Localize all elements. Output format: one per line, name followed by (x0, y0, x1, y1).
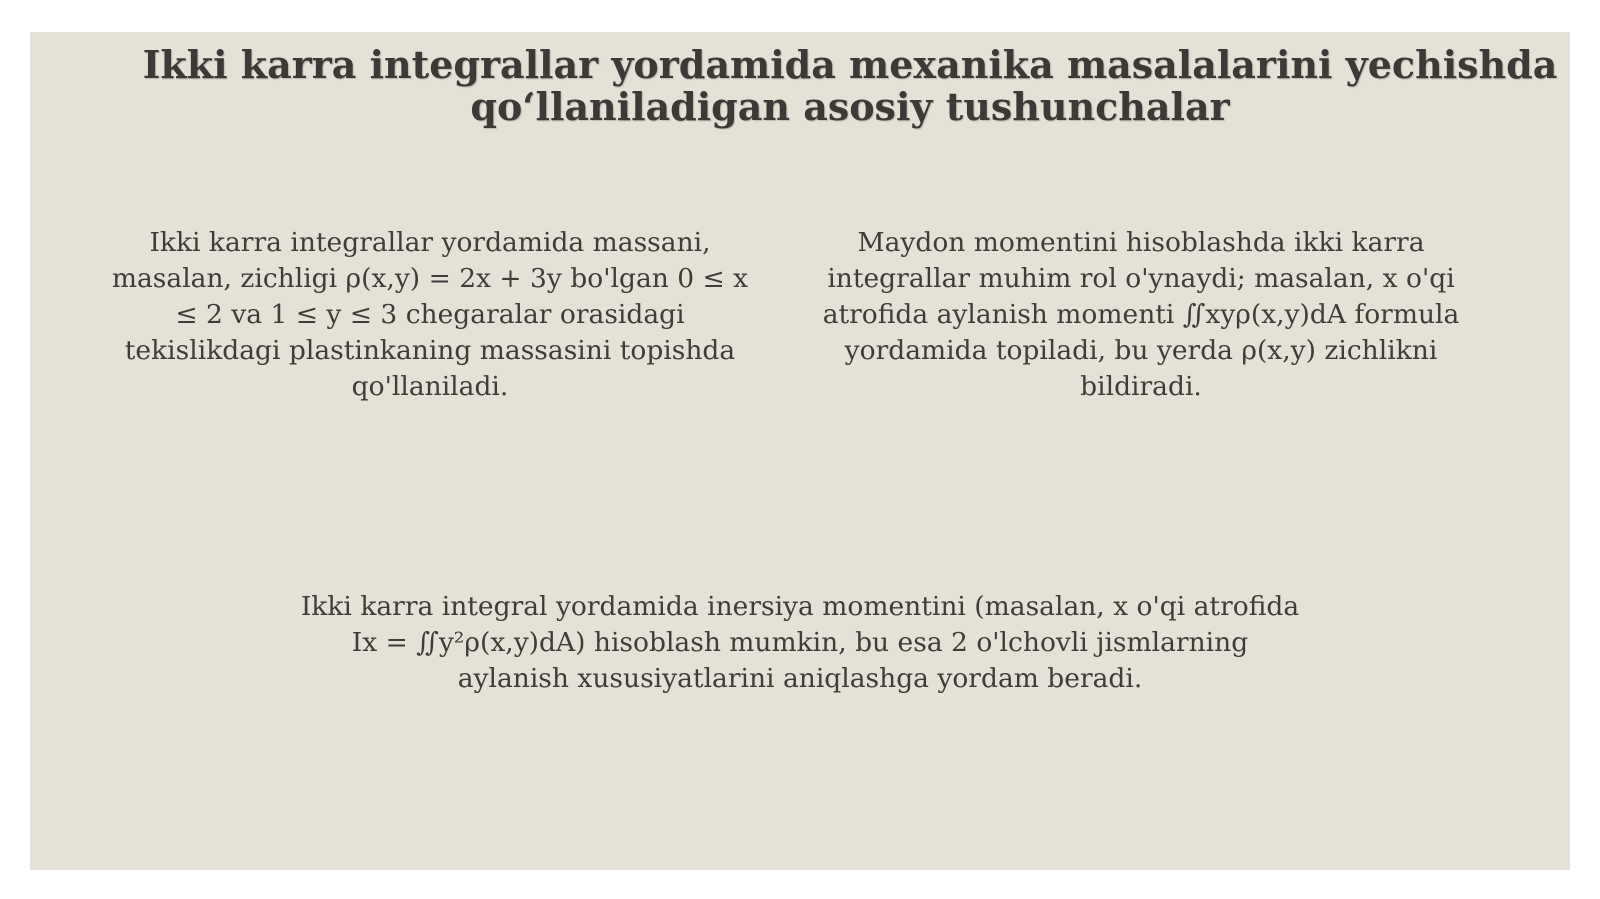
slide (30, 32, 1570, 870)
paragraph-mass: Ikki karra integrallar yordamida massani, masalan, zichligi ρ(x,y) = 2x + 3y bo'lgan 0 ≤ x ≤ 2 va 1 ≤ y ≤ 3 chegaralar orasidagi tekislikdagi plastinkaning massasini topishda qo'llaniladi. (111, 227, 749, 402)
paragraph-area-moment: Maydon momentini hisoblashda ikki karra integrallar muhim rol o'ynaydi; masalan, x o'qi atrofida aylanish momenti ∬xyρ(x,y)dA formula yordamida topiladi, bu yerda ρ(x,y) zichlikni bildiradi. (822, 227, 1460, 402)
slide-title: Ikki karra integrallar yordamida mexanika masalalarini yechishda qo‘llaniladigan asosiy tushunchalar (142, 42, 1558, 129)
paragraph-inertia-moment: Ikki karra integral yordamida inersiya momentini (masalan, x o'qi atrofida Ix = ∬y²ρ(x,y)dA) hisoblash mumkin, bu esa 2 o'lchovli jismlarning aylanish xususiyatlarini aniqlashga yordam beradi. (300, 591, 1300, 694)
